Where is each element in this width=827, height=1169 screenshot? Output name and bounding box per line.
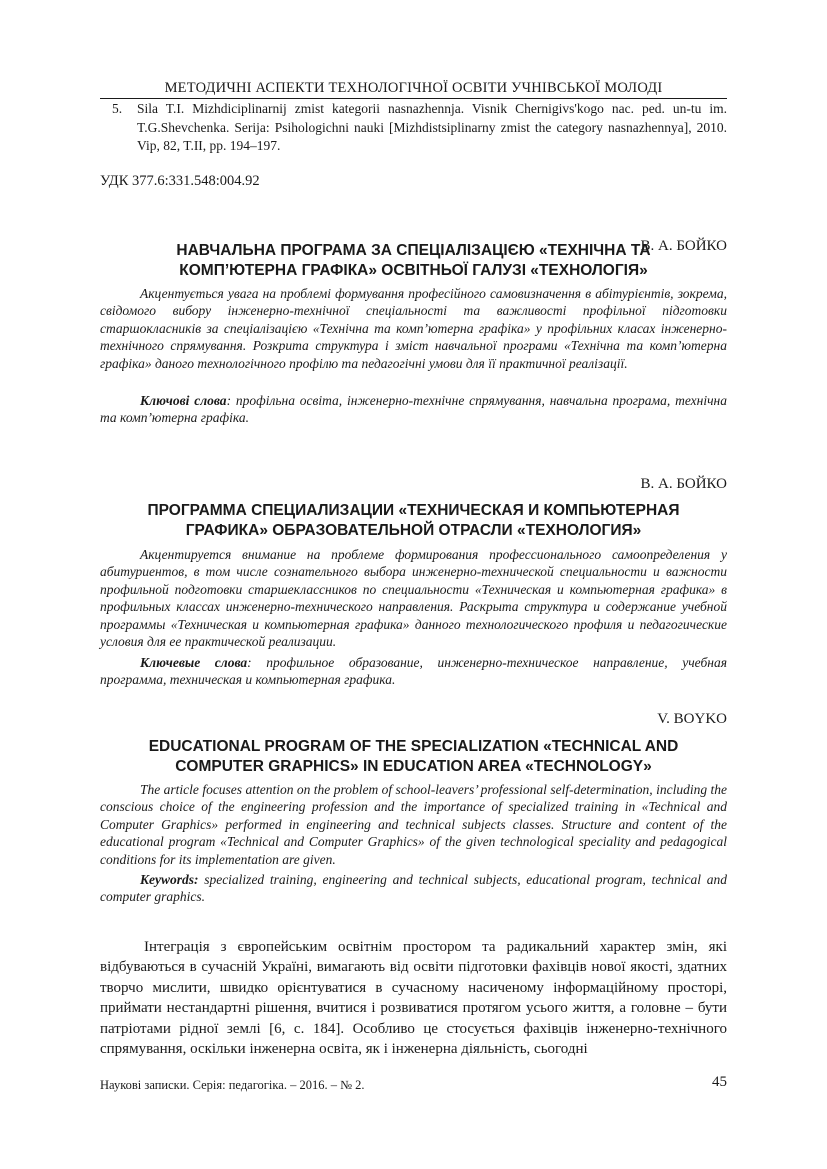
- keywords-text-ua: : профільна освіта, інженерно-технічне спрямування, навчальна програма, технічна та комп’ютерна графіка.: [100, 393, 727, 426]
- reference-item: [112, 100, 727, 156]
- keywords-ua: [100, 392, 727, 427]
- author-en: V. BOYKO: [657, 711, 727, 727]
- reference-text: Sila T.I. Mizhdiciplinarnij zmist kategorii nasnazhennja. Visnik Chernigivs'kogo nac. ped. un-tu im. T.G.Shevchenka. Serija: Psihologichni nauki [Mizhdistsiplinarny zmist the category nasnazhennya], 2010. Vip, 82, T.II, pp. 194–197.: [137, 101, 727, 153]
- title-ru: ПРОГРАММА СПЕЦИАЛИЗАЦИИ «ТЕХНИЧЕСКАЯ И КОМПЬЮТЕРНАЯ ГРАФИКА» ОБРАЗОВАТЕЛЬНОЙ ОТРАСЛИ «ТЕХНОЛОГИЯ»: [147, 502, 680, 539]
- abstract-en: The article focuses attention on the problem of school-leavers’ professional self-determination, including the conscious choice of the engineering profession and the importance of specialized training in «Technical and Computer Graphics» performed in engineering and technical subjects classes. Structure and content of the educational program «Technical and Computer Graphics» of the given technological speciality and pedagogical conditions for its implementation are given.: [100, 782, 727, 867]
- keywords-en: [100, 871, 727, 906]
- author-ua: В. А. БОЙКО: [640, 238, 727, 254]
- header-rule: [100, 98, 727, 99]
- footer-journal: Наукові записки. Серія: педагогіка. – 2016. – № 2.: [100, 1078, 365, 1092]
- abstract-ua: Акцентується увага на проблемі формування професійного самовизначення в абітурієнтів, зокрема, свідомого вибору інженерно-технічної спеціальності та важливості профільної підготовки старшокласників за спеціалізацією «Технічна та комп’ютерна графіка» у профільних класах інженерно-технічного спрямування. Розкрита структура і зміст навчальної програми «Технічна та комп’ютерна графіка» даного технологічного профілю та педагогічні умови для її практичної реалізації.: [100, 286, 727, 371]
- body-paragraph: Інтеграція з європейським освітнім простором та радикальний характер змін, які відбуваються в сучасній Україні, вимагають від освіти підготовки фахівців нової якості, здатних творчо мислити, швидко орієнтуватися в сучасному насиченому інформаційному просторі, приймати нестандартні рішення, вчитися і розвиватися протягом усього життя, а головне – бути патріотами рідної землі [6, с. 184]. Особливо це стосується фахівців інженерно-технічного спрямування, оскільки інженерна освіта, як і інженерна діяльність, сьогодні: [100, 939, 727, 1058]
- author-ru: В. А. БОЙКО: [640, 476, 727, 492]
- abstract-ru: Акцентируется внимание на проблеме формирования профессионального самоопределения у абитуриентов, в том числе сознательного выбора инженерно-технической специальности и важности профильной подготовки старшеклассников по специальности «Техническая и компьютерная графика» в профильных классах инженерно-технического направления. Раскрыта структура и содержание учебной программы «Техническая и компьютерная графика» данного технологического профиля и педагогические условия для ее практической реализации.: [100, 547, 727, 650]
- page-number: 45: [712, 1074, 727, 1090]
- keywords-text-ru: : профильное образование, инженерно-техническое направление, учебная программа, техническая и компьютерная графика.: [100, 655, 727, 688]
- keywords-label-ru: Ключевые слова: [140, 655, 248, 670]
- keywords-text-en: specialized training, engineering and technical subjects, educational program, technical and computer graphics.: [100, 872, 727, 905]
- keywords-ru: [100, 654, 727, 689]
- running-header: МЕТОДИЧНІ АСПЕКТИ ТЕХНОЛОГІЧНОЇ ОСВІТИ УЧНІВСЬКОЇ МОЛОДІ: [164, 80, 663, 96]
- keywords-label-en: Keywords:: [140, 872, 199, 887]
- udc-code: УДК 377.6:331.548:004.92: [100, 173, 260, 189]
- reference-number: 5.: [112, 101, 123, 116]
- keywords-label-ua: Ключові слова: [140, 393, 227, 408]
- title-en: EDUCATIONAL PROGRAM OF THE SPECIALIZATION «TECHNICAL AND COMPUTER GRAPHICS» IN EDUCATION AREA «TECHNOLOGY»: [148, 738, 679, 775]
- title-ua: НАВЧАЛЬНА ПРОГРАМА ЗА СПЕЦІАЛІЗАЦІЄЮ «ТЕХНІЧНА ТА КОМП’ЮТЕРНА ГРАФІКА» ОСВІТНЬОЇ ГАЛУЗІ «ТЕХНОЛОГІЯ»: [176, 242, 651, 279]
